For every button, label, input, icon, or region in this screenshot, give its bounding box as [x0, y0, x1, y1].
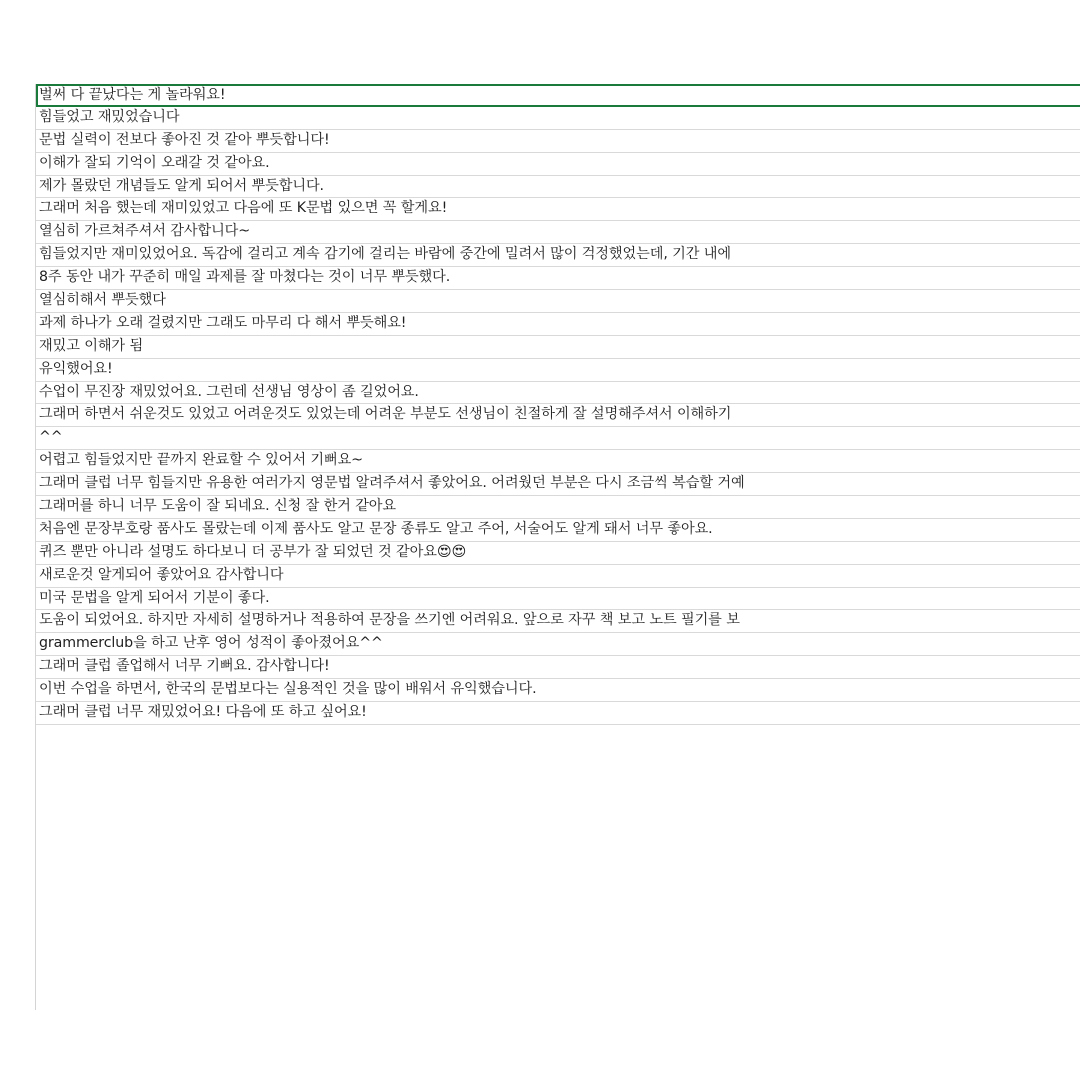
- cell-text: 처음엔 문장부호랑 품사도 몰랐는데 이제 품사도 알고 문장 종류도 알고 주어, 서술어도 알게 돼서 너무 좋아요.: [39, 520, 713, 537]
- table-row[interactable]: [36, 198, 1080, 221]
- table-row[interactable]: [36, 404, 1080, 427]
- table-row[interactable]: [36, 221, 1080, 244]
- cell-text: 새로운것 알게되어 좋았어요 감사합니다: [39, 566, 284, 583]
- cell-text: 열심히해서 뿌듯했다: [39, 292, 166, 309]
- cell-text: 그래머 클럽 너무 힘들지만 유용한 여러가지 영문법 알려주셔서 좋았어요. 어려웠던 부분은 다시 조금씩 복습할 거예: [39, 475, 745, 492]
- table-row[interactable]: [36, 359, 1080, 382]
- cell-text: 힘들었지만 재미있었어요. 독감에 걸리고 계속 감기에 걸리는 바람에 중간에 밀려서 많이 걱정했었는데, 기간 내에: [39, 246, 731, 263]
- table-row[interactable]: [36, 382, 1080, 405]
- selected-cell-row[interactable]: [36, 84, 1080, 107]
- table-row[interactable]: [36, 267, 1080, 290]
- table-row[interactable]: [36, 130, 1080, 153]
- cell-text: 제가 몰랐던 개념들도 알게 되어서 뿌듯합니다.: [39, 177, 324, 194]
- spreadsheet-rows: [36, 84, 1080, 725]
- cell-text: 이해가 잘되 기억이 오래갈 것 같아요.: [39, 154, 270, 171]
- table-row[interactable]: [36, 176, 1080, 199]
- table-row[interactable]: [36, 153, 1080, 176]
- table-row[interactable]: [36, 633, 1080, 656]
- cell-text: 문법 실력이 전보다 좋아진 것 같아 뿌듯합니다!: [39, 131, 330, 148]
- table-row[interactable]: [36, 702, 1080, 725]
- cell-text: 도움이 되었어요. 하지만 자세히 설명하거나 적용하여 문장을 쓰기엔 어려워요. 앞으로 자꾸 책 보고 노트 필기를 보: [39, 612, 740, 629]
- table-row[interactable]: [36, 542, 1080, 565]
- table-row[interactable]: [36, 588, 1080, 611]
- cell-text: ^^: [39, 429, 63, 446]
- table-row[interactable]: [36, 565, 1080, 588]
- cell-text: 이번 수업을 하면서, 한국의 문법보다는 실용적인 것을 많이 배워서 유익했습니다.: [39, 681, 537, 698]
- cell-text: 벌써 다 끝났다는 게 놀라워요!: [39, 87, 226, 103]
- cell-text: 과제 하나가 오래 걸렸지만 그래도 마무리 다 해서 뿌듯해요!: [39, 314, 407, 331]
- table-row[interactable]: [36, 679, 1080, 702]
- table-row[interactable]: [36, 244, 1080, 267]
- table-row[interactable]: [36, 610, 1080, 633]
- table-row[interactable]: [36, 427, 1080, 450]
- cell-text: 그래머 클럽 졸업해서 너무 기뻐요. 감사합니다!: [39, 658, 330, 675]
- cell-text: 수업이 무진장 재밌었어요. 그런데 선생님 영상이 좀 길었어요.: [39, 383, 419, 400]
- cell-text: grammerclub을 하고 난후 영어 성적이 좋아졌어요^^: [39, 635, 383, 652]
- table-row[interactable]: [36, 519, 1080, 542]
- cell-text: 열심히 가르쳐주셔서 감사합니다~: [39, 223, 251, 240]
- table-row[interactable]: [36, 450, 1080, 473]
- cell-text: 미국 문법을 알게 되어서 기분이 좋다.: [39, 589, 270, 606]
- cell-text: 8주 동안 내가 꾸준히 매일 과제를 잘 마쳤다는 것이 너무 뿌듯했다.: [39, 269, 451, 286]
- cell-text: 힘들었고 재밌었습니다: [39, 108, 180, 125]
- cell-text: 유익했어요!: [39, 360, 113, 377]
- table-row[interactable]: [36, 107, 1080, 130]
- cell-text: 그래머 클럽 너무 재밌었어요! 다음에 또 하고 싶어요!: [39, 704, 367, 721]
- table-row[interactable]: [36, 473, 1080, 496]
- cell-text: 그래머 하면서 쉬운것도 있었고 어려운것도 있었는데 어려운 부분도 선생님이 친절하게 잘 설명해주셔서 이해하기: [39, 406, 732, 423]
- table-row[interactable]: [36, 656, 1080, 679]
- cell-text: 그래머 처음 했는데 재미있었고 다음에 또 K문법 있으면 꼭 할게요!: [39, 200, 448, 217]
- cell-text: 퀴즈 뿐만 아니라 설명도 하다보니 더 공부가 잘 되었던 것 같아요😍😍: [39, 543, 467, 560]
- table-row[interactable]: [36, 290, 1080, 313]
- cell-text: 어렵고 힘들었지만 끝까지 완료할 수 있어서 기뻐요~: [39, 452, 363, 469]
- cell-text: 재밌고 이해가 됨: [39, 337, 144, 354]
- spreadsheet-column: [35, 84, 1080, 1010]
- cell-text: 그래머를 하니 너무 도움이 잘 되네요. 신청 잘 한거 같아요: [39, 498, 397, 515]
- table-row[interactable]: [36, 313, 1080, 336]
- table-row[interactable]: [36, 336, 1080, 359]
- table-row[interactable]: [36, 496, 1080, 519]
